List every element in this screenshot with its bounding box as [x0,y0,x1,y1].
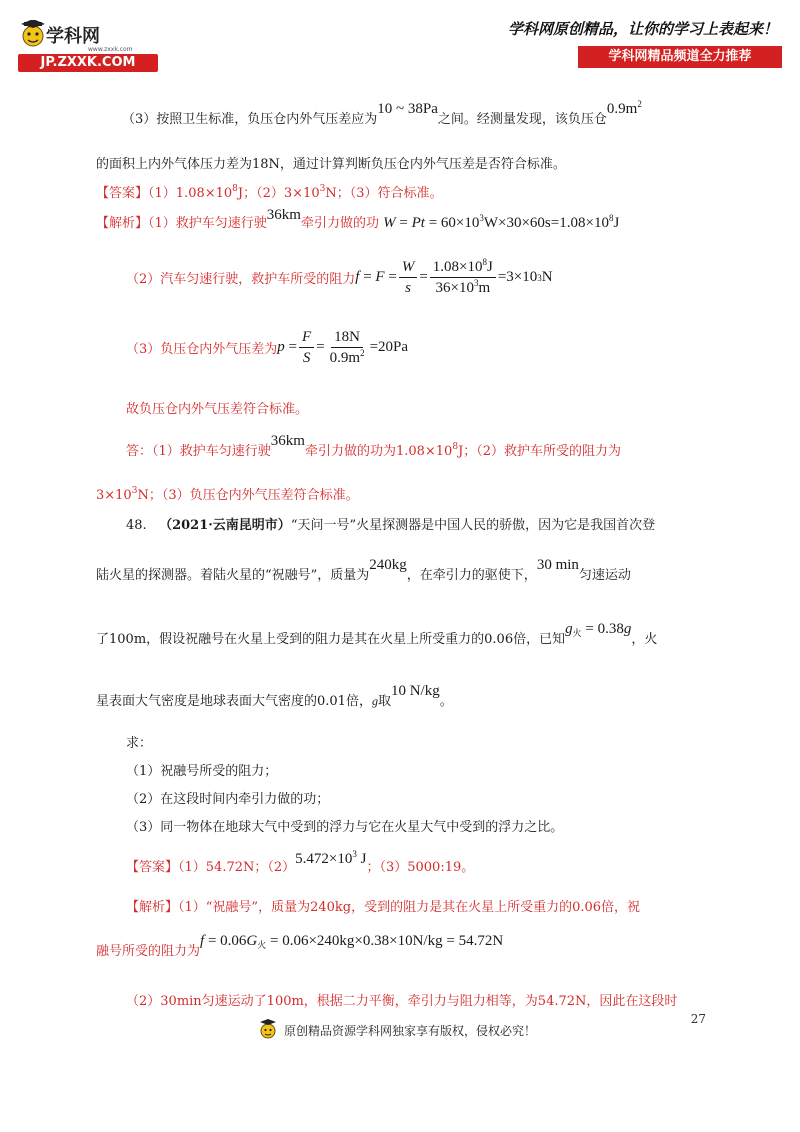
analysis-3: （3）负压仓内外气压差为 p = $\frac{F}{S}$ = $\frac{18N}{0.9m^2}$ =20Pa [126,329,409,366]
site-logo[interactable] [18,20,160,72]
ask-item-1: （1）祝融号所受的阻力； [126,764,278,779]
header-banner: 学科网精品频道全力推荐 [578,46,782,68]
footer-copyright: 原创精品资源学科网独家享有版权，侵权必究！ [284,1023,537,1038]
analysis-5: （2）30min匀速运动了100m，根据二力平衡，牵引力与阻力相等，为54.72N，因此在这段时 [126,994,678,1009]
ask-heading: 求： [126,736,153,751]
answer-1: 【答案】$(1)1.08\times 10^8J$；$(2)3\times 10^3N$；（3）符合标准。 [96,184,443,201]
pressure-formula: p = $\frac{F}{S}$ = $\frac{18N}{0.9m^2}$ =20Pa [277,329,409,366]
analysis-label: 【解析】 [96,216,149,231]
q3-text-a: （3）按照卫生标准，负压仓内外气压差应为 [122,112,378,127]
question-48-line-4: 星表面大气密度是地球表面大气密度的0.01倍，g取10 N/kg。 [96,683,453,709]
q3-line-2: 的面积上内外气体压力差为18N，通过计算判断负压仓内外气压差是否符合标准。 [96,157,566,172]
analysis-conclusion: 故负压仓内外气压差符合标准。 [126,402,309,417]
rover-mass: 240kg [369,557,407,573]
q3-area: $0.9m^2$ [606,99,642,117]
question-source: （2021·云南昆明市） [159,518,291,533]
mars-gravity: $g_火 = 0.38g$ [565,621,632,638]
reply-line-2: $3\times 10^3N$；（3）负压仓内外气压差符合标准。 [96,486,359,503]
ask-item-3: （3）同一物体在地球大气中受到的浮力与它在火星大气中受到的浮力之比。 [126,820,564,835]
q3-line-1 [122,99,642,128]
answer-label: 【答案】 [126,860,179,875]
work-formula: $W = Pt = 60\times 10^3W\times 30\times 60s=1.08\times 10^8J$ [383,213,620,231]
logo-name: 学科网 [46,26,100,47]
analysis-4-line-1: 【解析】（1）“祝融号”，质量为240kg，受到的阻力是其在火星上所受重力的0.06倍，祝 [126,900,641,915]
earth-gravity: 10 N/kg [390,683,440,699]
answer-label: 【答案】 [96,186,149,201]
analysis-4-line-2: 融号所受的阻力为$f = 0.06G_火 = 0.06\times 240kg\times 0.38\times 10N/kg = 54.72N$ [96,933,504,959]
analysis-1: 【解析】（1）救护车匀速行驶36km牵引力做的功 $W = Pt = 60\times 10^3W\times 30\times 60s=1.08\times 10^8J$ [96,207,620,231]
q3-text-b: 之间。经测量发现，该负压仓 [437,112,607,127]
resistance-formula: f = F = $\frac{W}{s}$ = $\frac{1.08\times 10^8J}{36\times 10^3m}$ =3×10 3 N [355,257,553,296]
page-number: 27 [690,1012,706,1026]
reply-line-1: 答：（1）救护车匀速行驶36km牵引力做的功为$1.08\times 10^8J$；（2）救护车所受的阻力为 [126,433,622,459]
mascot-icon [258,1018,278,1042]
q3-range: 10 ~ 38Pa [377,101,438,117]
header-slogan: 学科网原创精品，让你的学习上表起来！ [507,20,778,38]
answer-2: 【答案】（1）54.72N；$(2)5.472\times 10^3$ J；（3）5000:19。 [126,849,475,875]
distance: 36km [266,207,301,223]
question-48-line-1: 48. （2021·云南昆明市）“天问一号”火星探测器是中国人民的骄傲，因为它是我国首次登 [126,518,656,533]
logo-url-small: www.zxxk.com [88,46,133,53]
analysis-label: 【解析】 [126,900,179,915]
travel-time: 30 min [536,557,579,573]
ask-item-2: （2）在这段时间内牵引力做的功； [126,792,330,807]
question-number: 48. [126,518,147,533]
mascot-icon [18,20,48,54]
friction-formula: $f = 0.06G_火 = 0.06\times 240kg\times 0.38\times 10N/kg = 54.72N$ [200,933,504,950]
analysis-2: （2）汽车匀速行驶，救护车所受的阻力 f = F = $\frac{W}{s}$ = $\frac{1.08\times 10^8J}{36\times 10^3m}$ =3×10 3 N [126,257,553,296]
footer [258,1018,536,1042]
logo-url: JP.ZXXK.COM [18,54,158,72]
work-value: $5.472\times 10^3$ J [295,849,367,867]
question-48-line-2: 陆火星的探测器。着陆火星的“祝融号”，质量为240kg，在牵引力的驱使下，30 min匀速运动 [96,557,631,583]
question-48-line-3: 了100m，假设祝融号在火星上受到的阻力是其在火星上所受重力的0.06倍，已知$g_火 = 0.38g$，火 [96,621,658,647]
